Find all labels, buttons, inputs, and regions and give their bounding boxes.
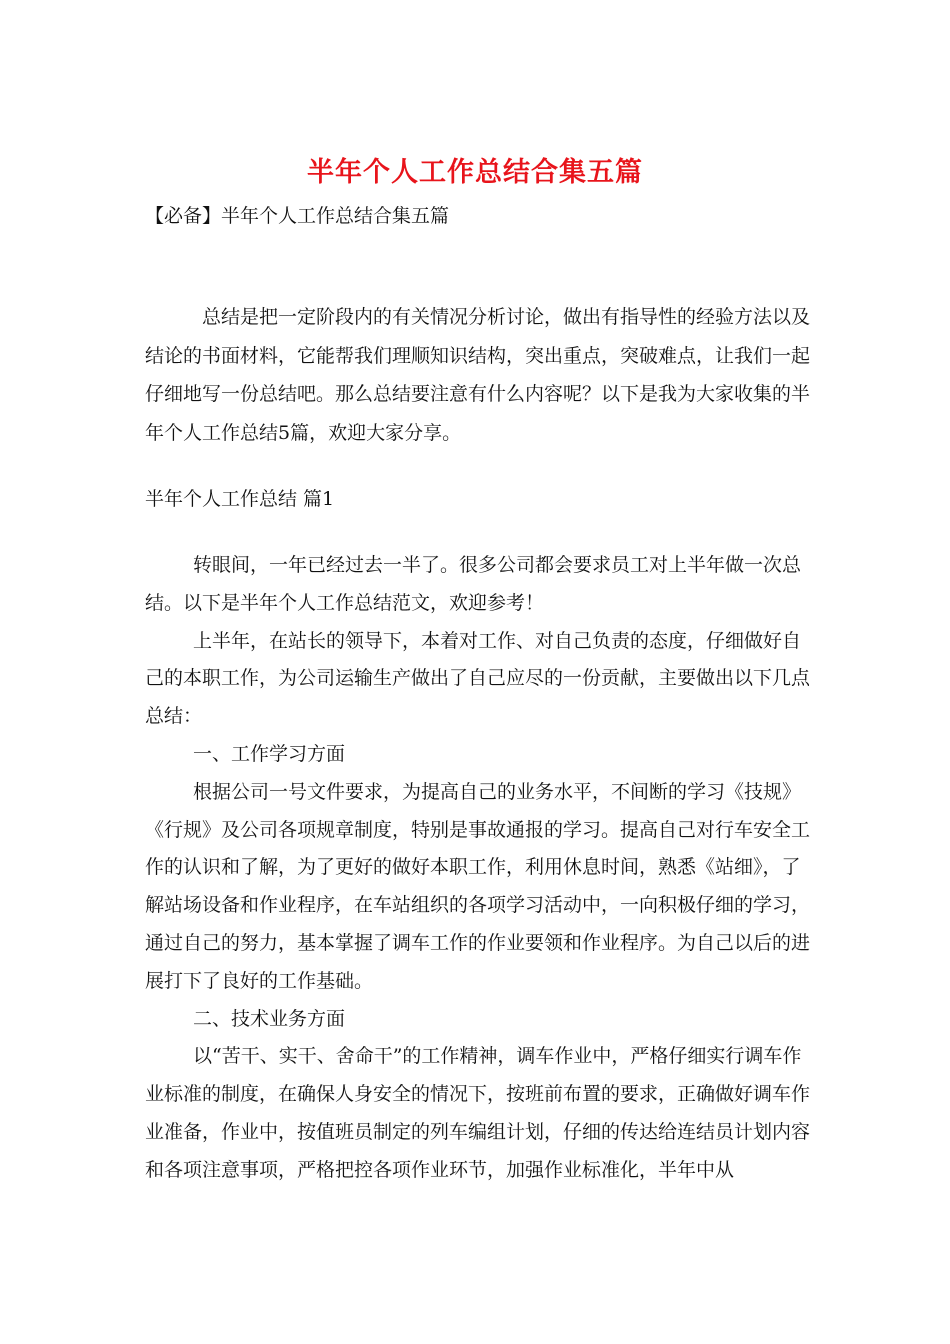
- intro-block: [145, 298, 810, 452]
- subheading: 二、技术业务方面: [193, 1007, 346, 1030]
- section-heading: 半年个人工作总结 篇1: [145, 488, 335, 510]
- body-paragraph: 上半年，在站长的领导下，本着对工作、对自己负责的态度，仔细做好自己的本职工作，为公司运输生产做出了自己应尽的一份贡献，主要做出以下几点总结：: [145, 629, 811, 728]
- body-paragraph: 根据公司一号文件要求，为提高自己的业务水平，不间断的学习《技规》《行规》及公司各项规章制度，特别是事故通报的学习。提高自己对行车安全工作的认识和了解，为了更好的做好本职工作，利用休息时间，熟悉《站细》，了解站场设备和作业程序，在车站组织的各项学习活动中，一向积极仔细的学习，通过自己的努力，基本掌握了调车工作的作业要领和作业程序。为自己以后的进展打下了良好的工作基础。: [145, 780, 811, 992]
- document-title: 半年个人工作总结合集五篇: [307, 157, 643, 188]
- intro-paragraph: 总结是把一定阶段内的有关情况分析讨论，做出有指导性的经验方法以及结论的书面材料，它能帮我们理顺知识结构，突出重点，突破难点，让我们一起仔细地写一份总结吧。那么总结要注意有什么内容呢？以下是我为大家收集的半年个人工作总结5篇，欢迎大家分享。: [145, 306, 811, 444]
- subheading: 一、工作学习方面: [193, 742, 346, 765]
- body-paragraph: 以“苦干、实干、舍命干”的工作精神，调车作业中，严格仔细实行调车作业标准的制度，在确保人身安全的情况下，按班前布置的要求，正确做好调车作业准备，作业中，按值班员制定的列车编组计划，仔细的传达给连结员计划内容和各项注意事项，严格把控各项作业环节，加强作业标准化，半年中从: [145, 1045, 811, 1181]
- body-text: [145, 547, 810, 1190]
- document-subtitle: 【必备】半年个人工作总结合集五篇: [145, 205, 450, 227]
- body-paragraph: 转眼间，一年已经过去一半了。很多公司都会要求员工对上半年做一次总结。以下是半年个人工作总结范文，欢迎参考！: [145, 554, 802, 614]
